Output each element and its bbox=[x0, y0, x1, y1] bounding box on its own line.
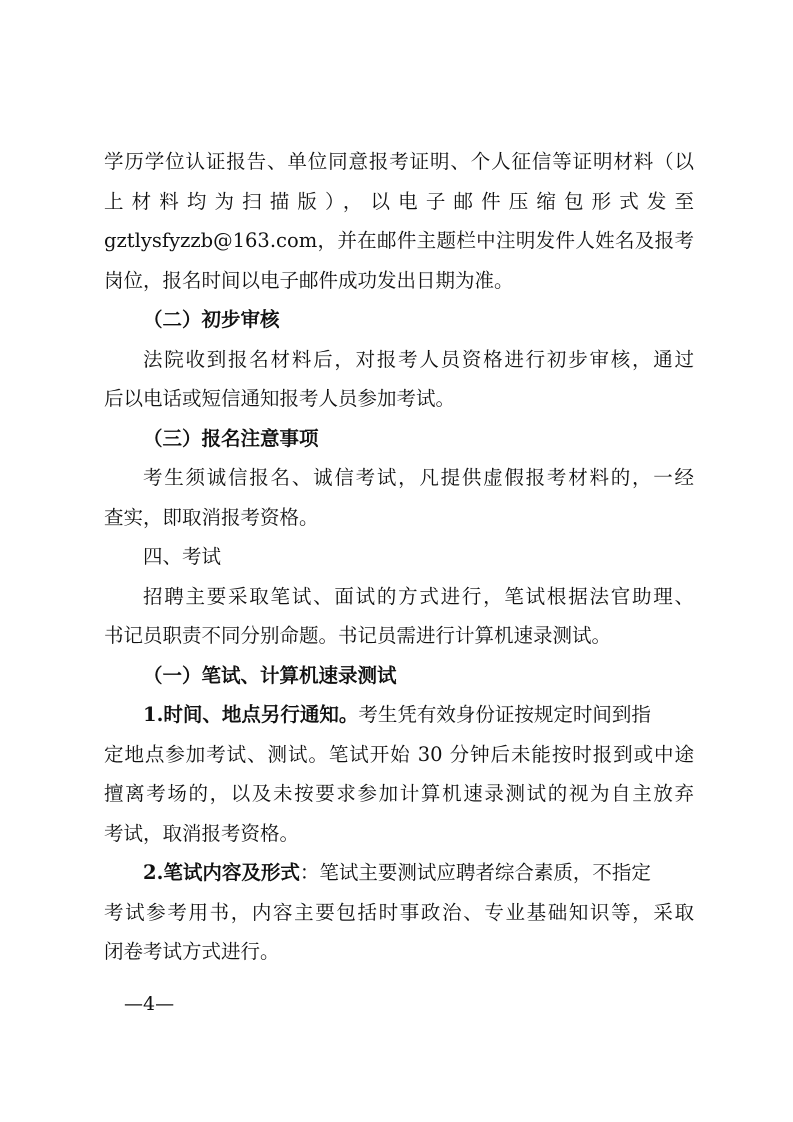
paragraph-line: 查实，即取消报考资格。 bbox=[104, 505, 319, 529]
paragraph-line: 后以电话或短信通知报考人员参加考试。 bbox=[104, 387, 456, 410]
paragraph-line: 招聘主要采取笔试、面试的方式进行，笔试根据法官助理、 bbox=[143, 584, 694, 608]
paragraph-line: 考生须诚信报名、诚信考试，凡提供虚假报考材料的，一经 bbox=[143, 466, 694, 489]
paragraph-line: 法院收到报名材料后，对报考人员资格进行初步审核，通过 bbox=[143, 347, 694, 371]
paragraph-line bbox=[104, 853, 694, 893]
section-heading-notes: （三）报名注意事项 bbox=[143, 426, 319, 450]
paragraph-line: 考试，取消报考资格。 bbox=[104, 821, 300, 845]
item-title-time-place: 1.时间、地点另行通知。 bbox=[143, 703, 359, 726]
item-title-content-form: 2.笔试内容及形式 bbox=[143, 861, 300, 884]
paragraph-line: 定地点参加考试、测试。笔试开始 30 分钟后未能按时报到或中途 bbox=[104, 742, 694, 766]
section-heading-written-test: （一）笔试、计算机速录测试 bbox=[143, 663, 397, 687]
paragraph-line: gztlysfyzzb@163.com，并在邮件主题栏中注明发件人姓名及报考 bbox=[104, 229, 694, 252]
paragraph-line: 闭卷考试方式进行。 bbox=[104, 940, 280, 963]
paragraph-line: 考试参考用书，内容主要包括时事政治、专业基础知识等，采取 bbox=[104, 900, 694, 924]
paragraph-line: 书记员职责不同分别命题。书记员需进行计算机速录测试。 bbox=[104, 624, 612, 647]
paragraph-line: 上材料均为扫描版），以电子邮件压缩包形式发至 bbox=[104, 189, 694, 213]
section-heading-exam: 四、考试 bbox=[143, 545, 222, 568]
paragraph-line: 擅离考场的，以及未按要求参加计算机速录测试的视为自主放弃 bbox=[104, 782, 694, 805]
paragraph-text: ：笔试主要测试应聘者综合素质，不指定 bbox=[299, 861, 651, 884]
paragraph-line bbox=[104, 695, 694, 735]
page-number: —4— bbox=[124, 993, 175, 1015]
document-body bbox=[104, 142, 694, 972]
paragraph-line: 岗位，报名时间以电子邮件成功发出日期为准。 bbox=[104, 268, 514, 292]
paragraph-line: 学历学位认证报告、单位同意报考证明、个人征信等证明材料（以 bbox=[104, 150, 694, 173]
section-heading-review: （二）初步审核 bbox=[143, 308, 280, 331]
paragraph-text: 考生凭有效身份证按规定时间到指 bbox=[358, 703, 651, 726]
